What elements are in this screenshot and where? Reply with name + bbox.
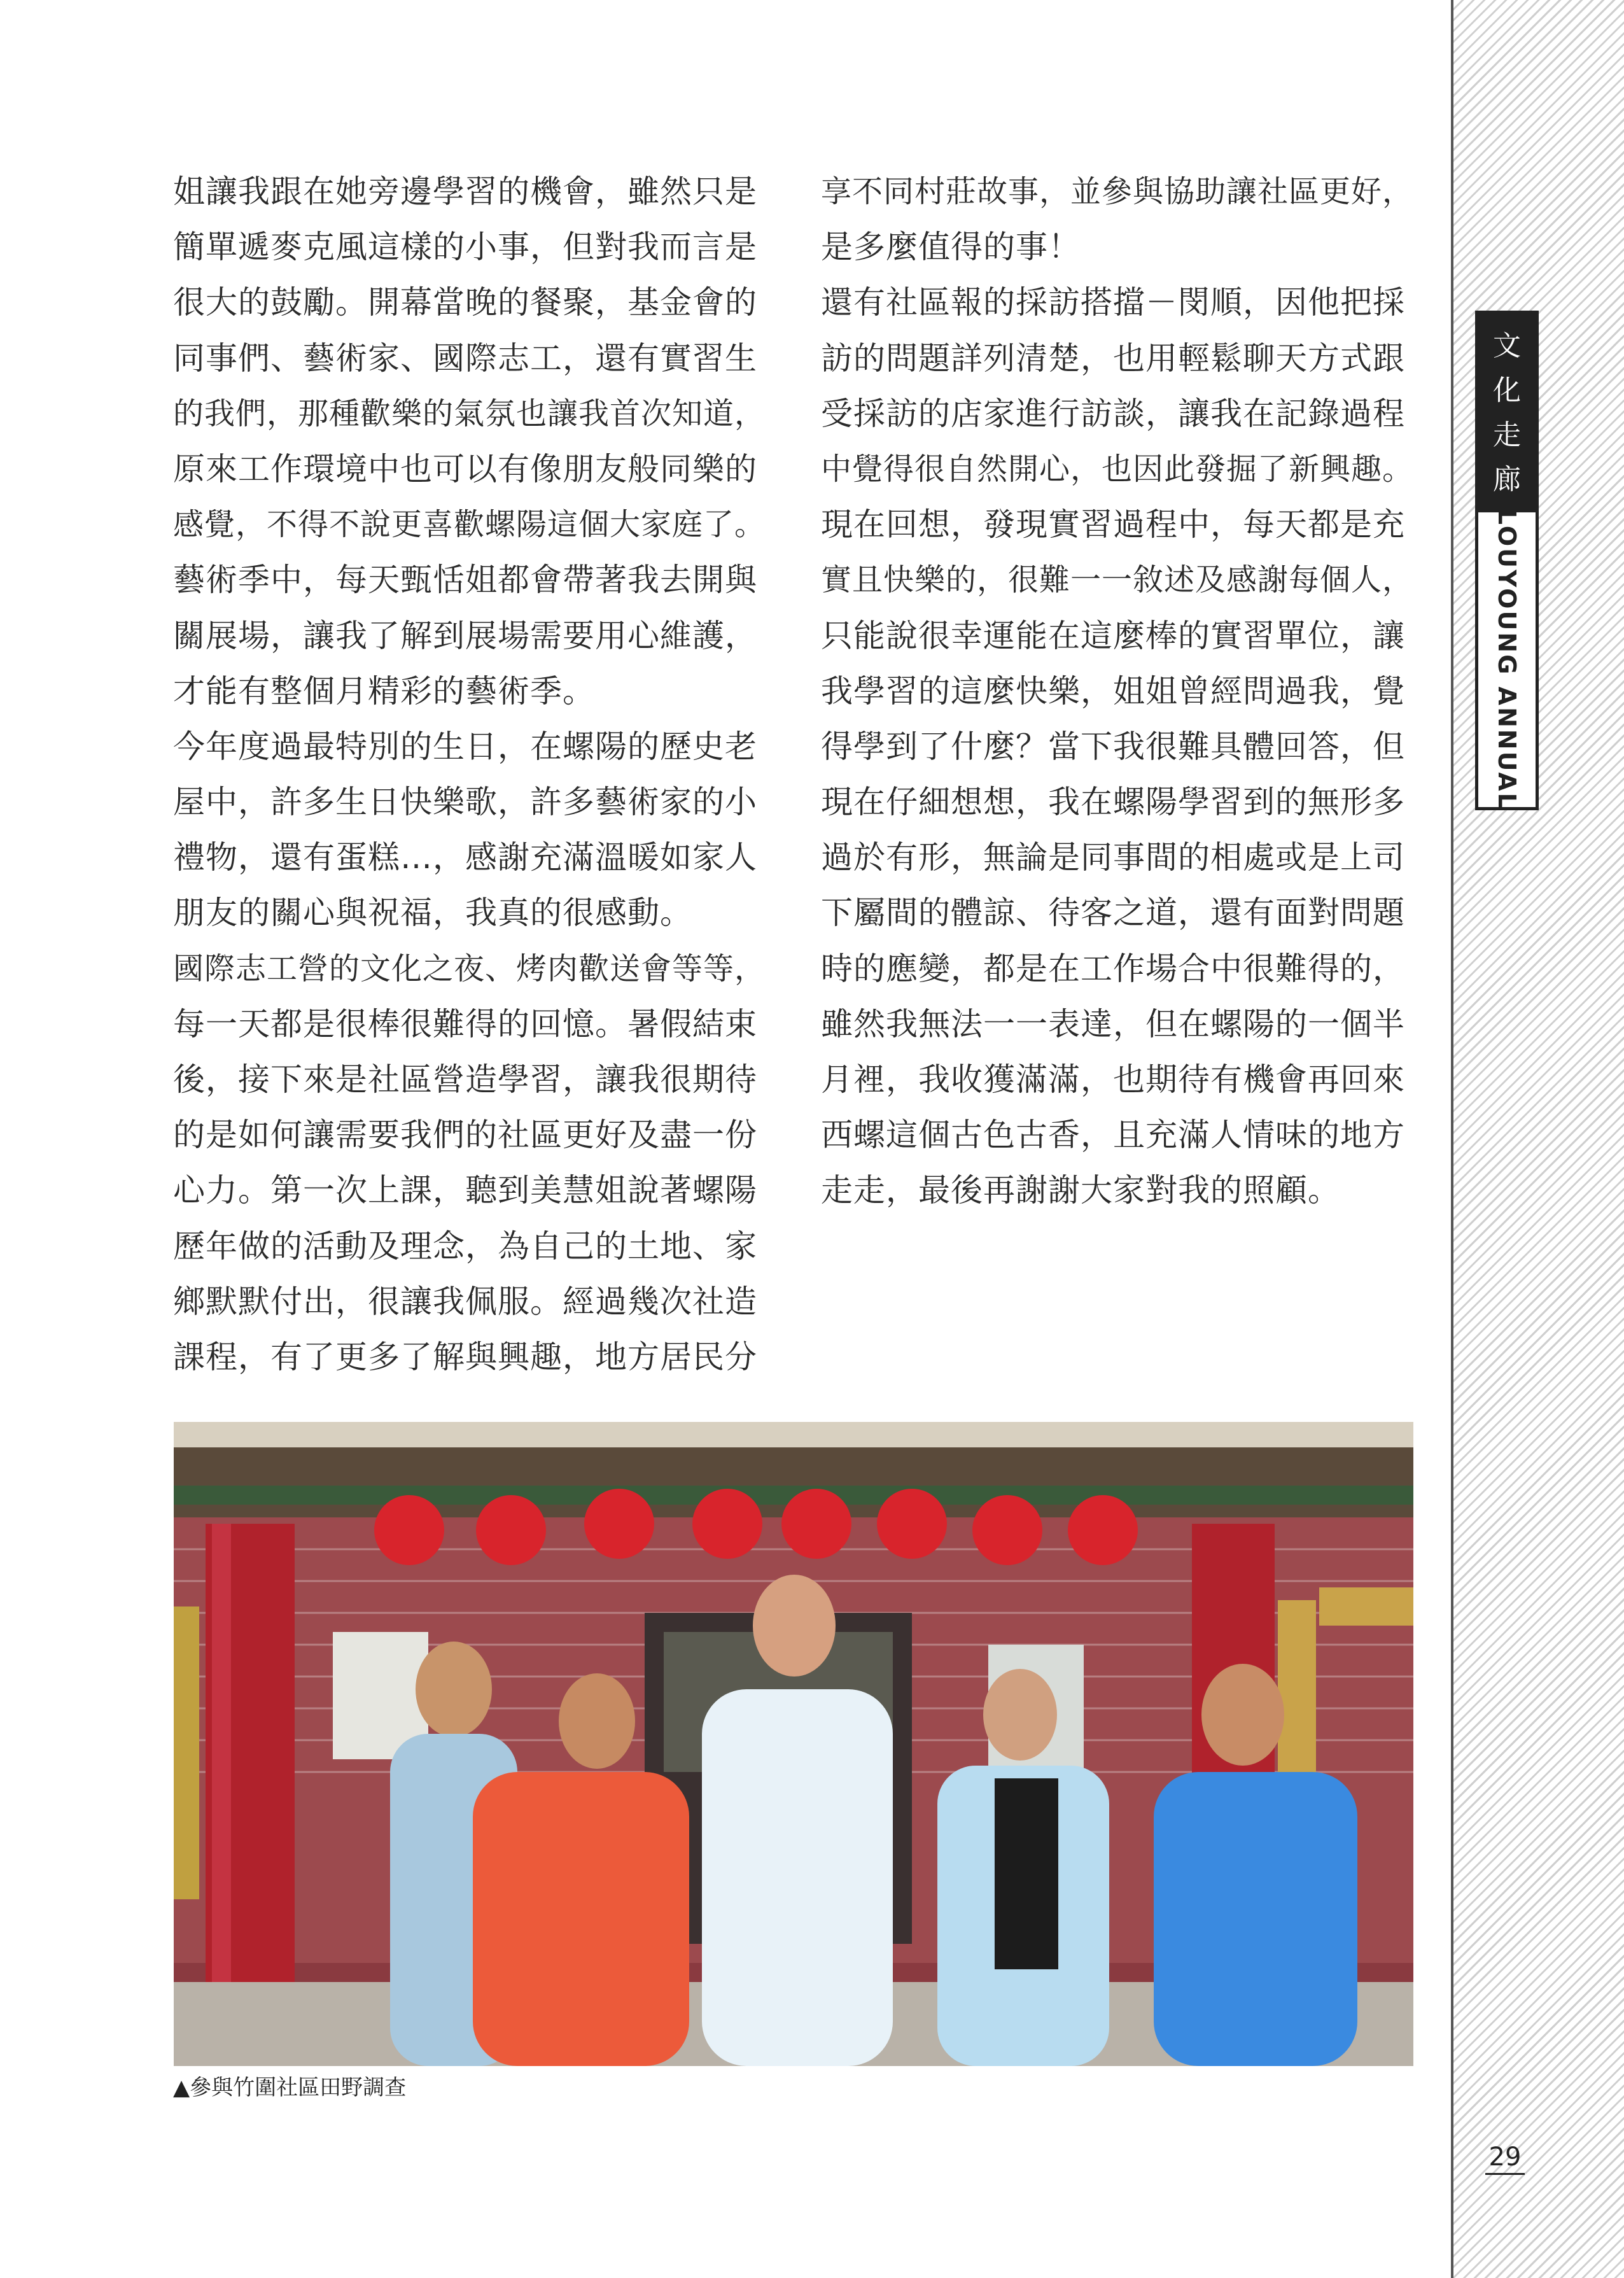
text-line: 是多麼值得的事！ bbox=[821, 229, 1081, 266]
text-line: 下屬間的體諒、待客之道，還有面對問題 bbox=[821, 894, 1405, 932]
text-line: 中覺得很自然開心，也因此發掘了新興趣。 bbox=[821, 451, 1414, 487]
text-line: 還有社區報的採訪搭擋－閔順，因他把採 bbox=[821, 284, 1405, 321]
text-line: 感覺，不得不說更喜歡螺陽這個大家庭了。 bbox=[173, 507, 766, 543]
photo-caption: ▲參與竹圍社區田野調查 bbox=[173, 2075, 407, 2100]
section-tag-char: 走 bbox=[1493, 419, 1521, 451]
text-line: 現在仔細想想，我在螺陽學習到的無形多 bbox=[821, 784, 1405, 821]
text-line: 心力。第一次上課，聽到美慧姐說著螺陽 bbox=[173, 1172, 757, 1209]
text-line: 原來工作環境中也可以有像朋友般同樂的 bbox=[173, 450, 757, 488]
text-line: 同事們、藝術家、國際志工，還有實習生 bbox=[173, 339, 757, 377]
text-line: 雖然我無法一一表達，但在螺陽的一個半 bbox=[821, 1005, 1405, 1043]
text-column-left bbox=[173, 164, 769, 1385]
text-column-right bbox=[821, 164, 1417, 1219]
text-line: 現在回想，發現實習過程中，每天都是充 bbox=[821, 506, 1405, 544]
text-line: 歷年做的活動及理念，為自己的土地、家 bbox=[173, 1227, 757, 1265]
text-line: 訪的問題詳列清楚，也用輕鬆聊天方式跟 bbox=[821, 339, 1405, 377]
text-line: 西螺這個古色古香，且充滿人情味的地方 bbox=[821, 1116, 1405, 1154]
text-line: 後，接下來是社區營造學習，讓我很期待 bbox=[173, 1061, 757, 1098]
section-tag-english-wrap bbox=[1478, 509, 1536, 810]
text-line: 過於有形，無論是同事間的相處或是上司 bbox=[821, 839, 1405, 876]
section-tag-char: 文 bbox=[1493, 330, 1521, 362]
section-tag-chinese bbox=[1478, 314, 1536, 512]
text-line: 屋中，許多生日快樂歌，許多藝術家的小 bbox=[173, 784, 757, 821]
text-line: 朋友的關心與祝福，我真的很感動。 bbox=[173, 894, 692, 932]
text-line: 關展場，讓我了解到展場需要用心維護， bbox=[173, 617, 757, 654]
section-tag-english: LOUYOUNG ANNUAL bbox=[1493, 509, 1521, 810]
text-line: 國際志工營的文化之夜、烤肉歡送會等等， bbox=[173, 950, 766, 987]
section-tag-char: 廊 bbox=[1493, 463, 1521, 496]
text-line: 簡單遞麥克風這樣的小事，但對我而言是 bbox=[173, 229, 757, 266]
text-line: 得學到了什麼？當下我很難具體回答，但 bbox=[821, 728, 1405, 765]
text-line: 才能有整個月精彩的藝術季。 bbox=[173, 672, 595, 710]
text-line: 實且快樂的，很難一一敘述及感謝每個人， bbox=[821, 562, 1414, 598]
text-line: 我學習的這麼快樂，姐姐曾經問過我，覺 bbox=[821, 672, 1405, 710]
text-line: 只能說很幸運能在這麼棒的實習單位，讓 bbox=[821, 617, 1405, 654]
text-line: 每一天都是很棒很難得的回憶。暑假結束 bbox=[173, 1005, 757, 1043]
text-line: 時的應變，都是在工作場合中很難得的， bbox=[821, 950, 1405, 987]
text-line: 月裡，我收獲滿滿，也期待有機會再回來 bbox=[821, 1061, 1405, 1098]
text-line: 禮物，還有蛋糕…，感謝充滿溫暖如家人 bbox=[173, 839, 757, 876]
text-line: 今年度過最特別的生日，在螺陽的歷史老 bbox=[173, 728, 757, 765]
text-line: 鄉默默付出，很讓我佩服。經過幾次社造 bbox=[173, 1283, 757, 1320]
text-line: 很大的鼓勵。開幕當晚的餐聚，基金會的 bbox=[173, 284, 757, 321]
text-line: 走走，最後再謝謝大家對我的照顧。 bbox=[821, 1172, 1340, 1209]
text-line: 姐讓我跟在她旁邊學習的機會，雖然只是 bbox=[173, 173, 757, 210]
text-line: 的我們，那種歡樂的氣氛也讓我首次知道， bbox=[173, 395, 766, 432]
group-photo bbox=[174, 1422, 1413, 2066]
section-tag-char: 化 bbox=[1493, 374, 1521, 407]
text-line: 享不同村莊故事，並參與協助讓社區更好， bbox=[821, 174, 1414, 209]
text-line: 課程，有了更多了解與興趣，地方居民分 bbox=[173, 1338, 757, 1375]
text-line: 的是如何讓需要我們的社區更好及盡一份 bbox=[173, 1116, 757, 1154]
section-tag bbox=[1475, 311, 1539, 810]
text-line: 受採訪的店家進行訪談，讓我在記錄過程 bbox=[821, 395, 1405, 432]
text-line: 藝術季中，每天甄恬姐都會帶著我去開與 bbox=[173, 561, 757, 599]
page-number: 29 bbox=[1485, 2142, 1525, 2175]
